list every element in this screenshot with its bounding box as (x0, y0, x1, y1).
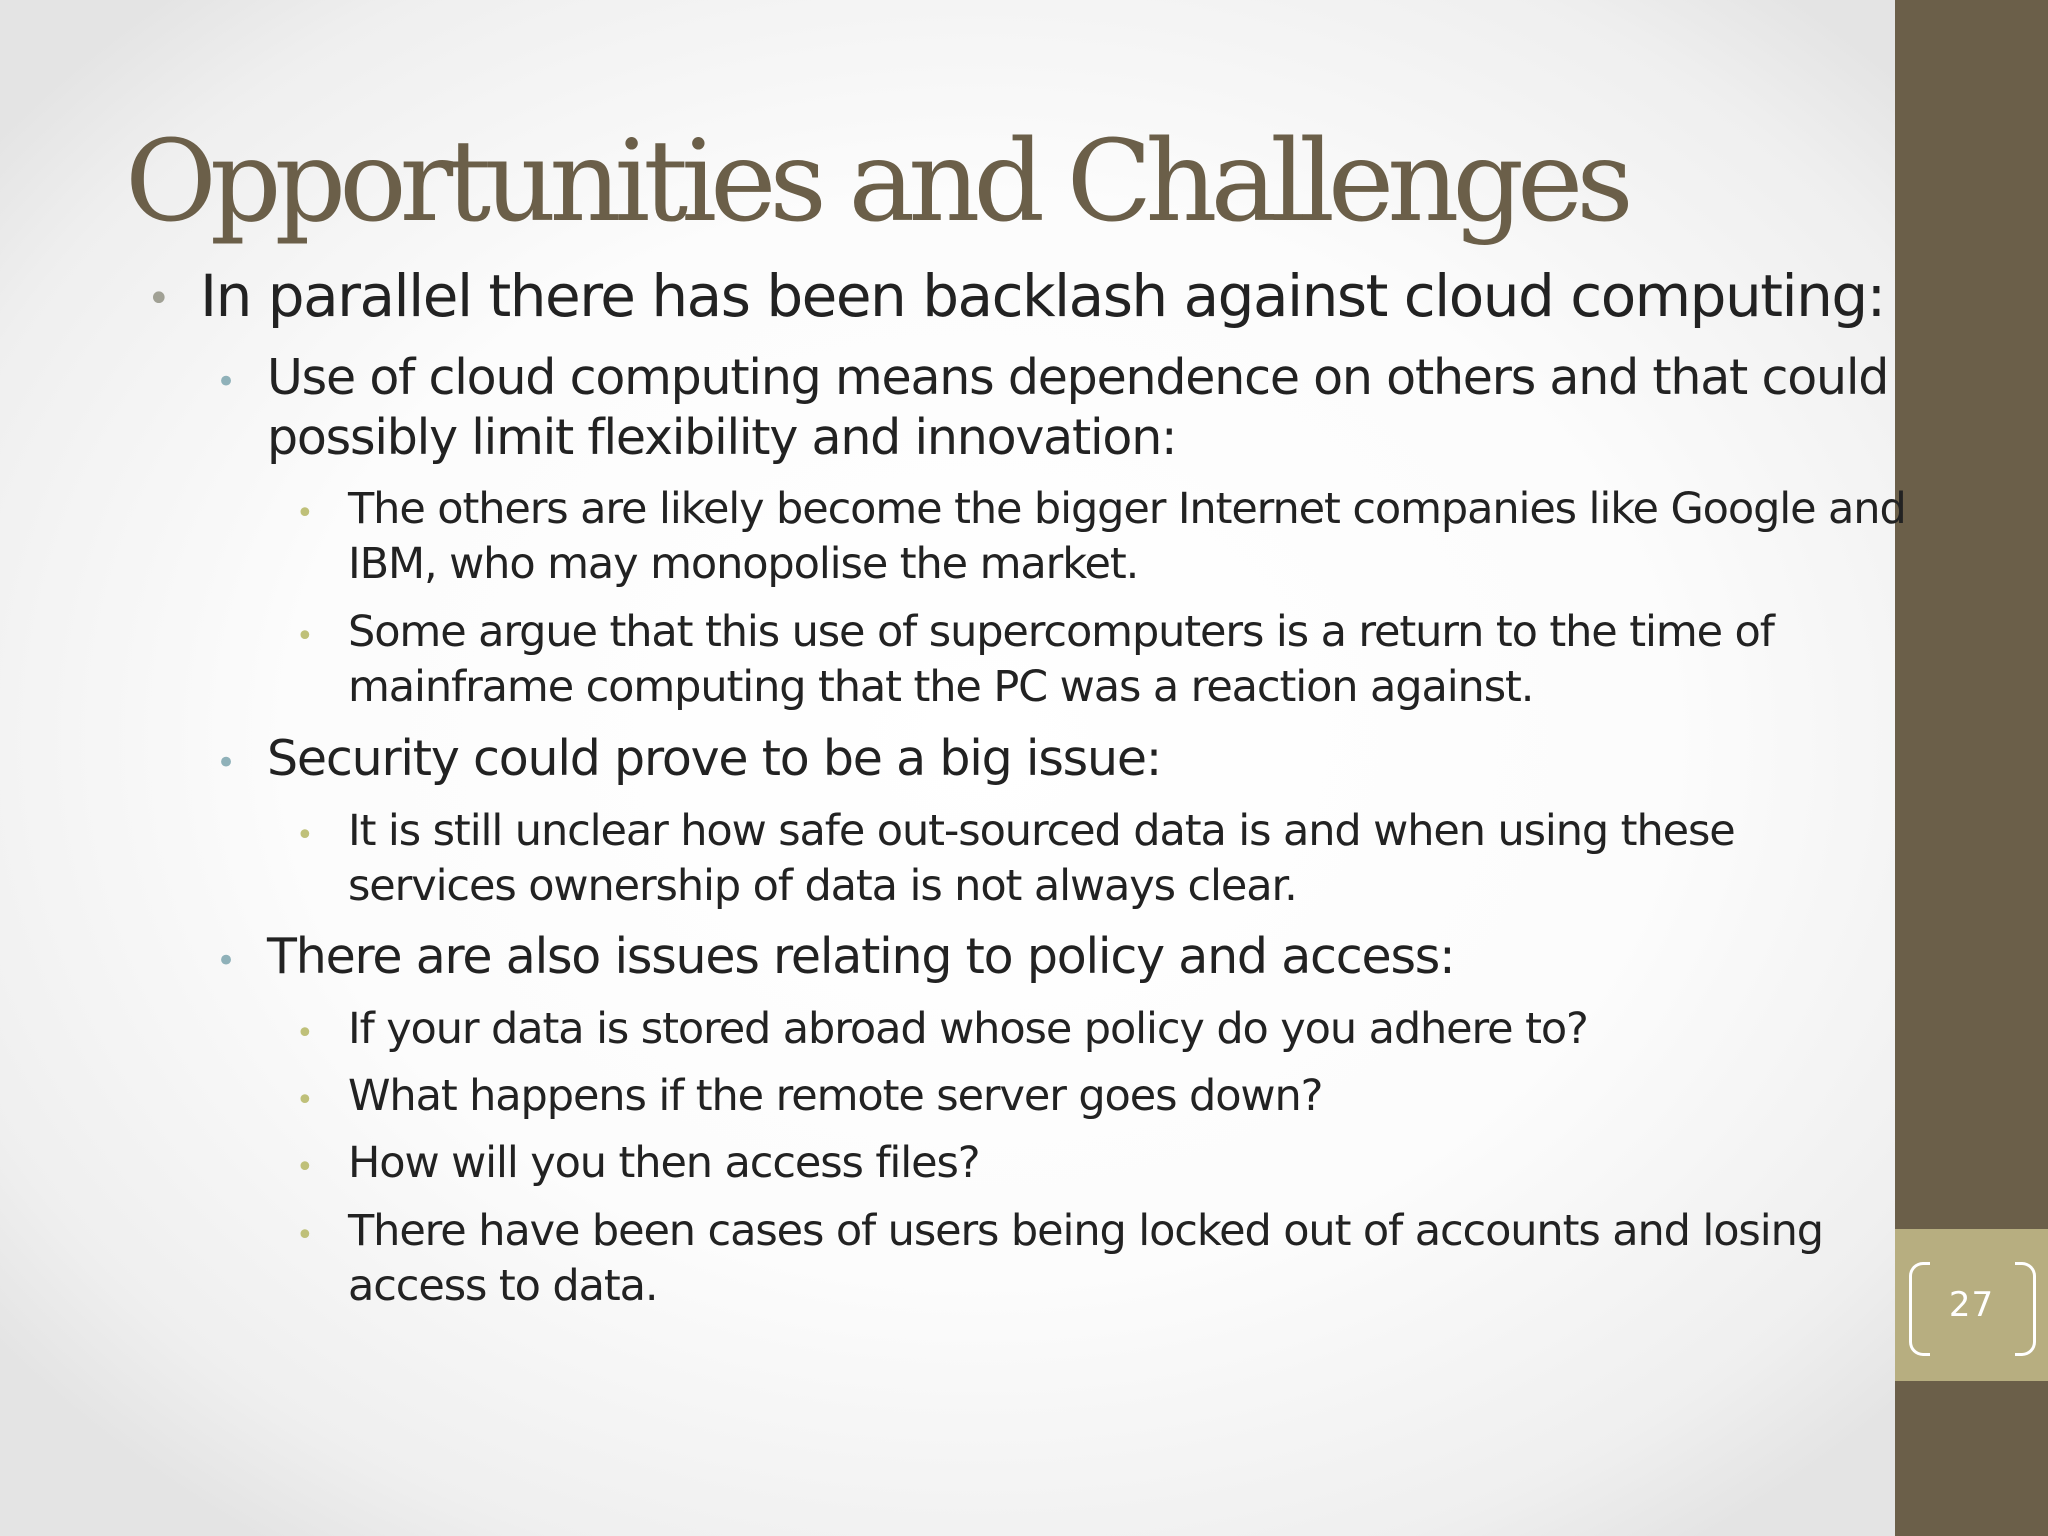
bullet-dot-icon: • (296, 619, 314, 654)
bullet-level3: The others are likely become the bigger Internet companies like Google and (348, 484, 1906, 534)
bullet-level3-continuation: IBM, who may monopolise the market. (348, 539, 1139, 589)
bullet-level3-continuation: services ownership of data is not always clear. (348, 861, 1297, 911)
page-number: 27 (1948, 1285, 1995, 1325)
bullet-level1: In parallel there has been backlash against cloud computing: (200, 262, 1885, 330)
bullet-level3: How will you then access files? (348, 1138, 980, 1188)
bullet-dot-icon: • (216, 743, 237, 783)
bullet-level3-continuation: mainframe computing that the PC was a reaction against. (348, 662, 1534, 712)
bullet-level2: There are also issues relating to policy and access: (267, 928, 1455, 985)
bullet-dot-icon: • (296, 1016, 314, 1051)
bullet-level3-continuation: access to data. (348, 1261, 658, 1311)
bullet-dot-icon: • (296, 818, 314, 853)
bullet-level3: If your data is stored abroad whose policy do you adhere to? (348, 1004, 1588, 1054)
bullet-dot-icon: • (216, 941, 237, 981)
bullet-level2-continuation: possibly limit flexibility and innovation: (267, 409, 1177, 466)
bullet-level3: There have been cases of users being locked out of accounts and losing (348, 1206, 1823, 1256)
bullet-level3: It is still unclear how safe out-sourced data is and when using these (348, 806, 1735, 856)
bullet-level3: Some argue that this use of supercomputers is a return to the time of (348, 607, 1774, 657)
bullet-dot-icon: • (216, 362, 237, 402)
bullet-level3: What happens if the remote server goes down? (348, 1071, 1323, 1121)
bullet-dot-icon: • (296, 1218, 314, 1253)
slide-title: Opportunities and Challenges (125, 117, 1627, 247)
bullet-level2: Security could prove to be a big issue: (267, 730, 1162, 787)
bullet-level2: Use of cloud computing means dependence on others and that could (267, 349, 1889, 406)
bullet-dot-icon: • (296, 1083, 314, 1118)
page-number-box (1895, 1229, 2048, 1381)
bullet-dot-icon: • (147, 276, 171, 322)
bullet-dot-icon: • (296, 496, 314, 531)
bullet-dot-icon: • (296, 1150, 314, 1185)
